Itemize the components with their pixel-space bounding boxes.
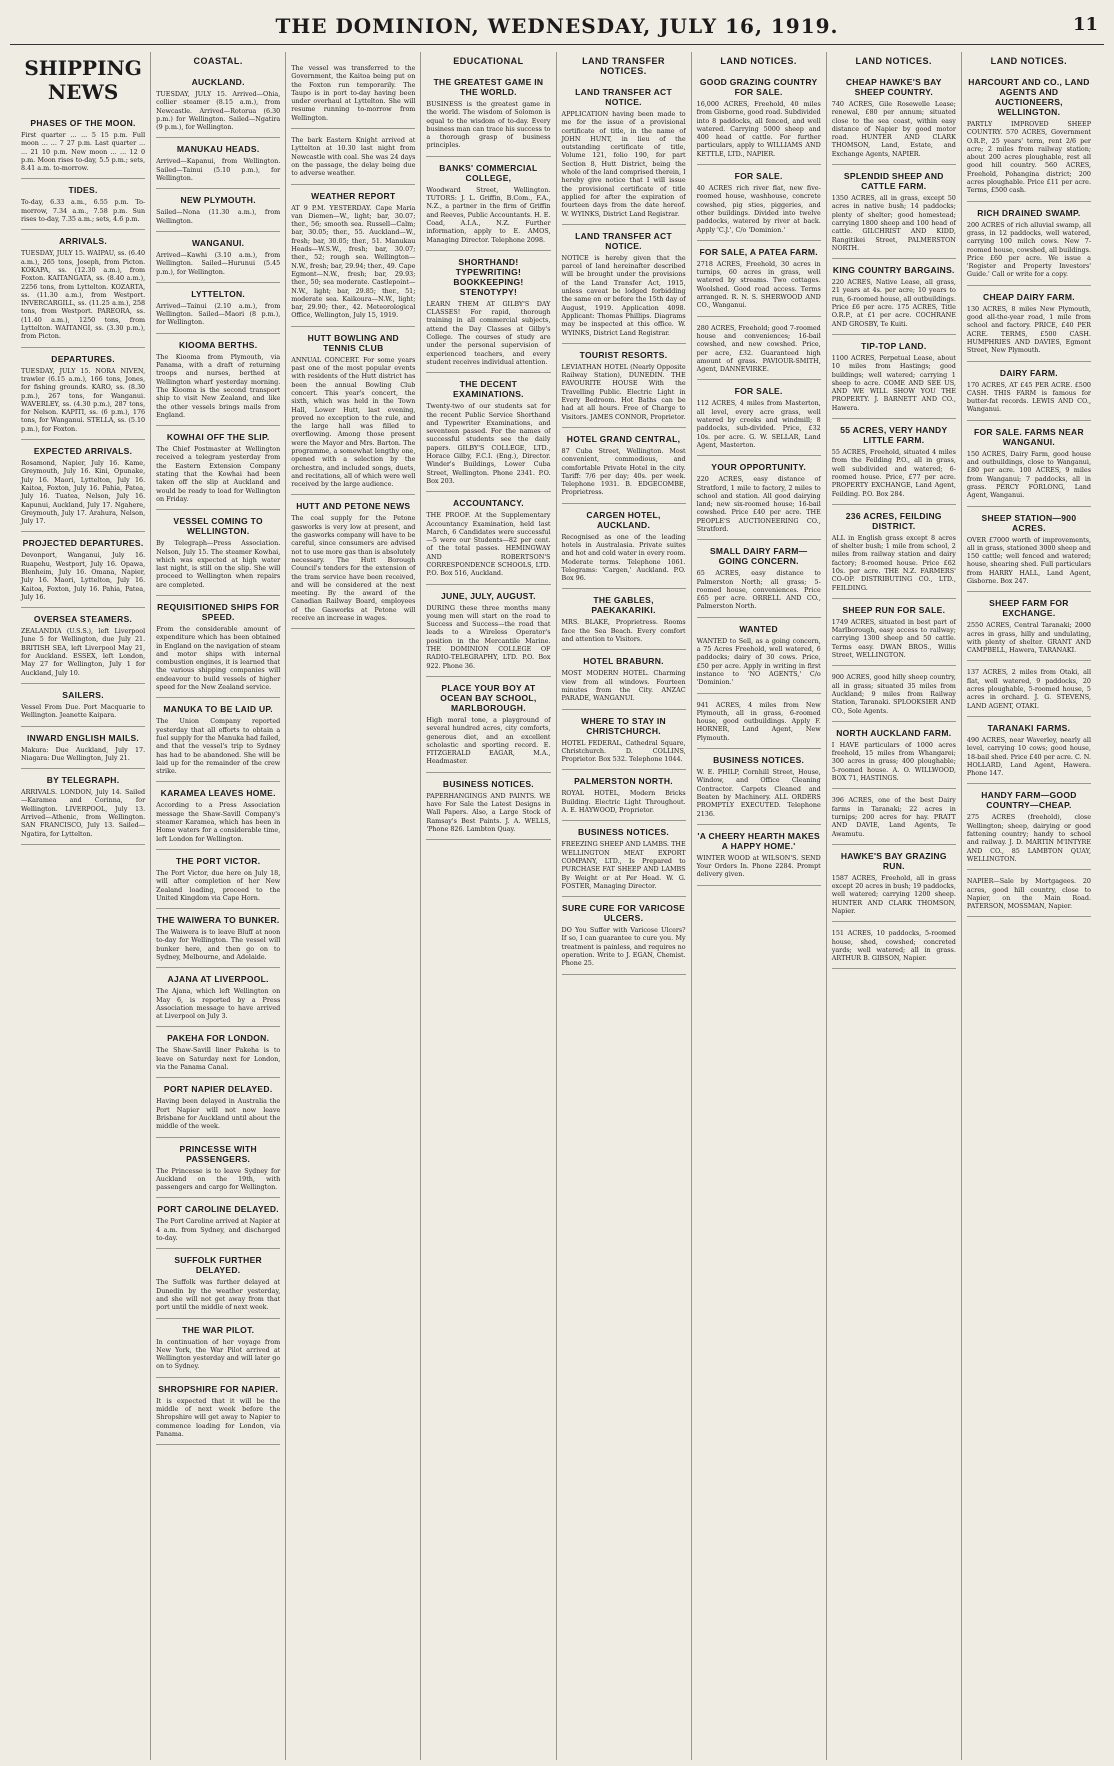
article-block <box>697 380 821 456</box>
article-block <box>156 909 280 968</box>
article-block <box>156 1078 280 1137</box>
block-text: Arrived—Kawhi (3.10 a.m.), from Wellington. Sailed—Hurunui (5.45 p.m.), for Wellington. <box>156 250 281 276</box>
column-header: LAND NOTICES. <box>990 56 1068 66</box>
block-heading: VESSEL COMING TO WELLINGTON. <box>173 516 263 537</box>
block-text: WANTED to Sell, as a going concern, a 75 Acres Freehold, well watered, 6 paddocks; dairy of 30 cows. Price, £50 per acre. Apply in writing in first instance to 'NO AGENTS,' C/o 'Dominion.' <box>696 636 821 687</box>
news-column <box>421 52 556 1760</box>
block-text: The Shaw-Savill liner Pakeha is to leave on Saturday next for London, via the Panama Canal. <box>156 1046 281 1072</box>
block-heading: EXPECTED ARRIVALS. <box>33 446 133 457</box>
block-text: 1350 ACRES, all in grass, except 50 acres in native bush; 14 paddocks; plenty of shelter; good homestead; carrying 1800 sheep and 100 head of cattle. GILCHRIST AND KIDD, Rangitikei Street, PALMERSTON NORTH. <box>831 194 956 252</box>
article-block <box>156 850 280 909</box>
article-block <box>291 495 415 629</box>
article-block <box>156 1198 280 1249</box>
article-block <box>426 157 550 251</box>
block-text: The Princesse is to leave Sydney for Auckland on the 19th, with passengers and cargo for Wellington. <box>156 1166 281 1192</box>
block-heading: BUSINESS NOTICES. <box>713 755 805 766</box>
block-text: LEARN THEM AT GILBY'S DAY CLASSES! For rapid, thorough training in all commercial subjects, attend the Day Classes at Gilby's College. The courses of study are under the personal supervision of experienced teachers, and every student receives individual attention. <box>426 299 551 366</box>
block-heading: NEW PLYMOUTH. <box>180 195 256 206</box>
block-text: 275 ACRES (freehold), close Wellington; sheep, dairying or good fattening country; handy to school and railway. J. D. MARTIN M'INTYRE AND CO., 85 LAMBTON QUAY, WELLINGTON. <box>966 813 1091 863</box>
block-heading: KING COUNTRY BARGAINS. <box>832 265 955 276</box>
block-text: The Port Caroline arrived at Napier at 4 a.m. from Sydney, and discharged to-day. <box>156 1217 281 1243</box>
article-block <box>697 165 821 241</box>
block-text: I HAVE particulars of 1000 acres freehold, 15 miles from Whangarei; 300 acres in grass; 400 ploughable; 5-roomed house. A. O. WILLWOOD, BOX 71, HASTINGS. <box>831 740 956 783</box>
article-block <box>291 327 415 496</box>
article-block <box>832 789 956 844</box>
article-block <box>832 71 956 165</box>
block-heading: THE GREATEST GAME IN THE WORLD. <box>433 77 544 97</box>
block-text: 220 ACRES, Native Lease, all grass, 21 years at 4s. per acre; 10 years to run, 6-roomed house, all outbuildings. Price £6 per acre. 175 ACRES, Title O.R.P., at £1 per acre. COCHRANE AND GROSBY, Te Kuiti. <box>831 278 956 328</box>
block-heading: MANUKAU HEADS. <box>176 144 260 155</box>
article-block <box>832 922 956 969</box>
block-heading: THE DECENT EXAMINATIONS. <box>453 379 524 400</box>
block-heading: WHERE TO STAY IN CHRISTCHURCH. <box>581 715 666 736</box>
block-text: 900 ACRES, good hilly sheep country, all in grass; situated 35 miles from Auckland; 9 miles from Railway Station, Taranaki. SPLOOKSIER AND CO., Sole Agents. <box>831 673 956 715</box>
columns-container <box>16 52 1096 1760</box>
block-heading: HOTEL BRABURN. <box>583 656 664 667</box>
block-text: 2718 ACRES, Freehold, 30 acres in turnips, 60 acres in grass, well watered by streams. Two cottages. Woolshed. Good road access. Terms arranged. R. N. S. SHERWOOD AND CO., Wanganui. <box>696 259 821 310</box>
article-block <box>156 968 280 1027</box>
block-text: The bark Eastern Knight arrived at Lyttelton at 10.30 last night from Newcastle with coal. She was 24 days on the passage, the delay being due to adverse weather. <box>291 136 416 178</box>
block-text: 16,000 ACRES, Freehold, 40 miles from Gisborne, good road. Subdivided into 8 paddocks, all fenced, and well watered. Carrying 5000 sheep and 400 head of cattle. For further particulars, apply to WILLIAMS AND KETTLE, LTD., NAPIER. <box>696 100 821 158</box>
article-block <box>562 81 686 225</box>
block-text: 40 ACRES rich river flat, new five-roomed house, washhouse, concrete cowshed, pig sties, piggeries, and other buildings. Divided into twelve paddocks, watered by river at back. Apply 'C.J.', C/o 'Dominion.' <box>696 184 821 234</box>
block-heading: PORT NAPIER DELAYED. <box>163 1084 273 1095</box>
block-text: THE PROOF. At the Supplementary Accountancy Examination, held last March, 6 Candidates were successful—5 were our Students—82 per cent. of the total passes. HEMINGWAY AND ROBERTSON'S CORRESPONDENCE SCHOOLS, LTD. P.O. Box 516, Auckland. <box>426 511 551 578</box>
block-text: The Kiooma from Plymouth, via Panama, with a draft of returning troops and nurses, berthed at Wellington wharf yesterday morning. The Kiooma is the second transport ship to visit New Zealand, and like the other vessels brings mails from England. <box>156 352 281 419</box>
block-heading: SHEEP RUN FOR SALE. <box>842 604 946 615</box>
article-block <box>156 1138 280 1199</box>
block-heading: LYTTELTON. <box>191 288 246 299</box>
block-heading: WANGANUI. <box>192 237 245 248</box>
block-heading: FOR SALE, A PATEA FARM. <box>699 246 818 257</box>
block-heading: OVERSEA STEAMERS. <box>33 614 133 625</box>
article-block <box>832 845 956 922</box>
block-heading: HOTEL GRAND CENTRAL, <box>566 433 681 444</box>
article-block <box>156 283 280 334</box>
article-block <box>21 112 145 179</box>
block-text: Devonport, Wanganui, July 16. Ruapehu, Westport, July 16. Opawa, Blenheim, July 16. Omana, Napier, July 16. Maori, Lyttelton, July 16. Kaitoa, Foxton, July 16. Pahia, Patea, July 16. <box>21 551 146 601</box>
block-heading: HARCOURT AND CO., LAND AGENTS AND AUCTIONEERS, WELLINGTON. <box>968 77 1090 117</box>
article-block <box>562 225 686 344</box>
block-heading: SMALL DAIRY FARM—GOING CONCERN. <box>709 546 808 567</box>
article-block <box>21 440 145 532</box>
article-block <box>967 507 1091 593</box>
block-heading: ARRIVALS. <box>59 236 107 247</box>
block-text: Twenty-two of our students sat for the recent Public Service Shorthand and Typewriter Examinations, and seventeen passed. For the names of successful students see the daily papers. GILBY'S COLLEGE, LTD., Horace Gilby, F.C.I. (Eng.), Director. Winder's Buildings, Lower Cuba Street, Wellington. Phone 2341. P.O. Box 203. <box>426 402 551 485</box>
block-text: AT 9 P.M. YESTERDAY. Cape Maria van Diemen—W., light; bar, 30.07; ther., 56; smooth sea. Russell—Calm; bar, 30.05; ther., 55. Auckland—W., fresh; bar, 30.05; ther., 51. Manukau Heads—W.S.W., fresh; bar, 30.07; ther., 52; rough sea. Wellington—N.W., fresh; bar, 29.94; ther., 49. Cape Egmont—N.W., fresh; bar, 29.93; ther., 50; sea moderate. Castlepoint—N.W., light; bar, 29.85; ther., 51; moderate sea. Kaikoura—N.W., light; bar, 29.90; ther., 42. Meteorological Office, Wellington, July 15, 1919. <box>291 203 416 320</box>
block-text: APPLICATION having been made to me for the issue of a provisional certificate of title, in the name of JOHN HUNT, in lieu of the outstanding certificate of title, Volume 121, folio 190, for part Section 8, Hutt District, being the whole of the land comprised therein, I hereby give notice that I will issue the provisional certificate of title applied for after the expiration of fourteen days from the date hereof. W. WYINKS, District Land Registrar. <box>561 110 686 218</box>
column-header: COASTAL. <box>193 56 243 66</box>
article-block <box>832 419 956 505</box>
block-text: 396 ACRES, one of the best Dairy farms in Taranaki; 22 acres in turnips; 200 acres for hay. PRATT AND DAVIE, Land Agents, Te Awamutu. <box>831 796 956 838</box>
block-text: 200 ACRES of rich alluvial swamp, all grass, in 12 paddocks, well watered, carrying 100 milch cows. New 7-roomed house, cowshed, all buildings. Price £60 per acre. We issue a 'Register and Property Investors' Guide.' Call or write for a copy. <box>966 220 1091 279</box>
block-heading: 236 ACRES, FEILDING DISTRICT. <box>845 510 942 531</box>
article-block <box>21 532 145 608</box>
page-number: 11 <box>1072 14 1098 35</box>
article-block <box>697 317 821 381</box>
article-block <box>562 428 686 504</box>
block-text: It is expected that it will be the middle of next week before the Shropshire will get away to Napier to commence loading for London, via Panama. <box>156 1396 281 1438</box>
block-text: The Port Victor, due here on July 18, will after completion of her New Zealand loading, proceed to the United Kingdom via Cape Horn. <box>156 868 281 902</box>
block-text: 87 Cuba Street, Wellington. Most convenient, commodious, and comfortable Private Hotel in the city. Tariff: 7/6 per day; 40s. per week. Telephone 1931. B. EDGECOMBE, Proprietress. <box>561 446 686 497</box>
article-block <box>21 684 145 727</box>
block-text: The Suffolk was further delayed at Dunedin by the weather yesterday, and she will not get away from that port until the middle of next week. <box>156 1278 281 1312</box>
block-text: Woodward Street, Wellington. TUTORS: J. L. Griffin, B.Com., F.A., N.Z., a partner in the firm of Griffin and Reeves, Public Accountants. H. E. Coad, A.I.A., N.Z. Further information, apply to E. AMOS, Managing Director. Telephone 2098. <box>426 185 551 244</box>
block-heading: THE WAR PILOT. <box>182 1324 255 1335</box>
block-heading: 55 ACRES, VERY HANDY LITTLE FARM. <box>840 425 948 446</box>
article-block <box>697 618 821 694</box>
article-block <box>291 185 415 327</box>
article-block <box>426 773 550 840</box>
block-text: The Ajana, which left Wellington on May 6, is reported by a Press Association message to have arrived at Liverpool on July 3. <box>156 987 281 1021</box>
article-block <box>967 286 1091 362</box>
block-heading: DEPARTURES. <box>51 353 115 364</box>
block-heading: TIDES. <box>68 185 98 196</box>
article-block <box>291 129 415 184</box>
block-text: Arrived—Kapanui, from Wellington. Sailed—Tainui (5.10 p.m.), for Wellington. <box>156 157 281 183</box>
block-heading: FOR SALE. FARMS NEAR WANGANUI. <box>973 426 1084 447</box>
article-block <box>832 599 956 666</box>
block-text: MOST MODERN HOTEL. Charming view from all windows. Fourteen minutes from the City. ANZAC PARADE, WANGANUI. <box>561 669 686 703</box>
article-block <box>967 717 1091 784</box>
article-block <box>832 666 956 721</box>
article-block <box>967 202 1091 286</box>
block-heading: AJANA AT LIVERPOOL. <box>167 974 269 985</box>
news-column <box>286 52 421 1760</box>
article-block <box>967 71 1091 202</box>
article-block <box>562 504 686 590</box>
article-block <box>562 344 686 428</box>
article-block <box>156 138 280 189</box>
block-text: 137 ACRES, 2 miles from Otaki, all flat, well watered, 9 paddocks, 20 acres ploughable, 5-roomed house, 5 acres in orchard. J. G. STEVENS, LAND AGENT, OTAKI. <box>966 668 1091 710</box>
block-heading: CARGEN HOTEL, AUCKLAND. <box>586 509 661 530</box>
block-text: LEVIATHAN HOTEL (Nearly Opposite Railway Station), DUNEDIN. THE FAVOURITE HOUSE With the Travelling Public. Electric Light in Every Bedroom. Hot Baths can be had at all hours. Free of Charge to Visitors. JAMES CONNOR, Proprietor. <box>561 362 686 421</box>
block-heading: SAILERS. <box>62 689 104 700</box>
block-text: According to a Press Association message the Shaw-Savill Company's steamer Karamea, which has been in Home waters for a considerable time, left London for Wellington. <box>156 801 281 843</box>
block-heading: BY TELEGRAPH. <box>46 775 120 786</box>
block-heading: BUSINESS NOTICES. <box>442 778 534 789</box>
block-text: The coal supply for the Petone gasworks is very low at present, and the gasworks company will have to be careful, since consumers are advised not to use more gas than is absolutely necessary. The Hutt Borough Council's tenders for the extension of the tram service have been received, and will be considered at the next meeting. By the award of the Canadian Railway Board, employees of the Gasworks at Petone will receive an increase in wages. <box>291 514 416 623</box>
article-block <box>562 821 686 897</box>
article-block <box>426 492 550 584</box>
block-heading: NORTH AUCKLAND FARM. <box>836 727 952 738</box>
article-block <box>697 71 821 165</box>
block-text: From the considerable amount of expenditure which has been obtained in England on the navigation of steam and motor ships with internal combustion engines, it is learned that the various shipping companies will endeavour to build vessels of higher speed for the New Zealand service. <box>156 624 281 692</box>
column-header: LAND NOTICES. <box>720 56 797 66</box>
block-text: PARTLY IMPROVED SHEEP COUNTRY. 570 ACRES, Government O.R.P., 25 years' term, rent 2/6 per acre; 2 miles from railway station; about 200 acres ploughable, rest all good hill country. 560 ACRES, Freehold, Pohangina district; 200 acres ploughable. Price £11 per acre. Terms, £500 cash. <box>966 120 1091 195</box>
block-text: W. E. PHILP, Cornhill Street, House, Window, and Office Cleaning Contractor. Carpets Cleaned and Beaten by Machinery. ALL ORDERS PROMPTLY EXECUTED. Telephone 2136. <box>696 768 821 818</box>
block-heading: SUFFOLK FURTHER DELAYED. <box>174 1255 262 1276</box>
article-block <box>832 259 956 335</box>
block-heading: PRINCESSE WITH PASSENGERS. <box>179 1143 257 1164</box>
block-text: 1587 ACRES, Freehold, all in grass except 20 acres in bush; 19 paddocks, well watered; carrying 1200 sheep. HUNTER AND CLARK THOMSON, Napier. <box>831 873 956 915</box>
block-text: 740 ACRES, Gile Rosewelle Lease; renewal, £80 per annum; situated close to the sea coast, within easy distance of Napier by good motor road. HUNTER AND CLARK THOMSON, Land, Estate, and Exchange Agents, NAPIER. <box>831 100 956 158</box>
article-block <box>156 1249 280 1318</box>
article-block <box>967 421 1091 507</box>
article-block <box>426 373 550 492</box>
article-block <box>156 596 280 698</box>
article-block <box>967 661 1091 716</box>
block-heading: PALMERSTON NORTH. <box>574 776 673 787</box>
article-block <box>426 677 550 773</box>
block-heading: CHEAP DAIRY FARM. <box>983 291 1075 302</box>
article-block <box>967 784 1091 870</box>
block-heading: SHORTHAND! TYPEWRITING! BOOKKEEPING! STENOTYPY! <box>453 256 524 297</box>
block-heading: SPLENDID SHEEP AND CATTLE FARM. <box>843 171 944 192</box>
block-heading: SHEEP FARM FOR EXCHANGE. <box>989 598 1069 619</box>
article-block <box>562 770 686 821</box>
article-block <box>21 179 145 230</box>
block-heading: TOURIST RESORTS. <box>579 349 668 360</box>
block-heading: GOOD GRAZING COUNTRY FOR SALE. <box>699 77 818 97</box>
block-text: The Union Company reported yesterday that all efforts to obtain a fuel supply for the Manuka had failed, and that the vessel's trip to Sydney has had to be abandoned. She will be laid up for the remainder of the crew strike. <box>156 717 281 776</box>
block-heading: WANTED <box>739 623 778 634</box>
article-block <box>697 694 821 749</box>
block-text: Arrived—Tainui (2.10 a.m.), from Wellington. Sailed—Maori (8 p.m.), for Wellington. <box>156 301 281 327</box>
block-heading: REQUISITIONED SHIPS FOR SPEED. <box>157 601 280 622</box>
block-text: MRS. BLAKE, Proprietress. Rooms face the Sea Beach. Every comfort and attention to Visitors. <box>561 618 686 644</box>
block-heading: THE GABLES, PAEKAKARIKI. <box>591 595 656 616</box>
block-heading: PORT CAROLINE DELAYED. <box>157 1204 279 1215</box>
block-heading: KARAMEA LEAVES HOME. <box>160 788 276 799</box>
block-heading: PHASES OF THE MOON. <box>30 118 136 128</box>
article-block <box>21 727 145 770</box>
block-text: The Chief Postmaster at Wellington received a telegram yesterday from the Eastern Extension Company stating that the Kowhai had been taken off the slip at Auckland and would be ready to load for Wellington on Friday. <box>156 445 281 503</box>
article-block <box>562 650 686 709</box>
block-text: 112 ACRES, 4 miles from Masterton, all level, every acre grass, well watered by creeks and windmill; 8 paddocks, sub-divided. Price, £32 10s. per acre. G. W. SELLAR, Land Agent, Masterton. <box>696 399 821 449</box>
block-text: TUESDAY, JULY 15. NORA NIVEN, trawler (6.15 a.m.), 166 tons, Jones, for fishing grounds. KARO, ss. (8.30 p.m.), 267 tons, for Wanganui. WAVERLEY, ss. (4.30 p.m.), 287 tons, for Nelson. KAPITI, ss. (6 p.m.), 176 tons, for Wanganui. STELLA, ss. (5.10 p.m.), for Foxton. <box>21 366 146 433</box>
article-block <box>156 71 280 138</box>
article-block <box>562 589 686 650</box>
column-header: LAND TRANSFER NOTICES. <box>582 56 666 76</box>
article-block <box>562 710 686 771</box>
newspaper-title: THE DOMINION, WEDNESDAY, JULY 16, 1919. <box>275 14 839 38</box>
article-block <box>967 592 1091 661</box>
block-heading: FOR SALE. <box>734 171 783 182</box>
block-text: ALL in English grass except 8 acres of shelter bush; 1 mile from school, 2 miles from railway station and dairy factory; 8-roomed house. Price £62 10s. per acre. THE N.Z. FARMERS' CO-OP. DISTRIBUTING CO., LTD., FEILDING. <box>831 533 956 592</box>
news-column <box>827 52 962 1760</box>
block-text: The vessel was transferred to the Government, the Kaitoa being put on the Foxton run temporarily. The Taupo is in port to-day having been under overhaul at Lyttelton. She will resume running to-morrow from Wellington. <box>291 64 416 122</box>
article-block <box>967 362 1091 421</box>
block-heading: JUNE, JULY, AUGUST. <box>441 590 536 601</box>
article-block <box>156 782 280 849</box>
article-block <box>156 510 280 596</box>
block-text: DURING these three months many young men will start on the road to Success and Success—the road that leads to a Wireless Operator's position in the Mercantile Marine. THE DOMINION COLLEGE OF RADIO-TELEGRAPHY, LTD. P.O. Box 922. Phone 36. <box>426 603 551 670</box>
block-text: WINTER WOOD at WILSON'S. SEND Your Orders In. Phone 2284. Prompt delivery given. <box>696 853 821 879</box>
article-block <box>156 1027 280 1078</box>
block-text: 170 ACRES, AT £45 PER ACRE. £500 CASH. THIS FARM is famous for butter-fat records. LEWIS AND CO., Wanganui. <box>966 380 1091 414</box>
article-block <box>426 71 550 157</box>
block-text: Vessel From Due. Port Macquarie to Wellington. Jeanette Kaipara. <box>21 702 146 720</box>
article-block <box>832 505 956 599</box>
article-block <box>697 241 821 317</box>
block-heading: PROJECTED DEPARTURES. <box>22 538 144 549</box>
block-heading: THE WAIWERA TO BUNKER. <box>156 915 280 926</box>
block-heading: ACCOUNTANCY. <box>452 498 524 509</box>
block-text: 941 ACRES, 4 miles from New Plymouth, all in grass, 6-roomed house, good outbuildings. Apply F. HORNER, Land Agent, New Plymouth. <box>696 700 821 742</box>
block-text: 2550 ACRES, Central Taranaki; 2000 acres in grass, hilly and undulating, with plenty of shelter. GRANT AND CAMPBELL, Hawera, TARANAKI. <box>966 621 1091 655</box>
block-heading: PLACE YOUR BOY AT OCEAN BAY SCHOOL, MARLBOROUGH. <box>440 682 537 713</box>
block-heading: FOR SALE. <box>734 386 783 397</box>
article-block <box>562 897 686 974</box>
news-column <box>692 52 827 1760</box>
block-text: Recognised as one of the leading hotels in Australasia. Private suites and hot and cold water in every room. Moderate terms. Telephone 1061. Telegrams: 'Cargen,' Auckland. P.O. Box 96. <box>561 532 686 583</box>
block-text: First quarter ... ... 5 15 p.m. Full moon ... ... 7 27 p.m. Last quarter ... ... 21 10 p.m. New moon ... ... 12 0 p.m. Moon rises to-day, 5.5 p.m.; sets, 8.41 a.m. to-morrow. <box>21 131 146 173</box>
block-text: 1100 ACRES, Perpetual Lease, about 10 miles from Hastings; good buildings; well watered; carrying 1 sheep to acre. COME AND SEE US, AND WE WILL SHOW YOU THE PROPERTY. J. BARNETT AND CO., Hawera. <box>831 353 956 412</box>
block-text: PAPERHANGINGS AND PAINTS. WE have For Sale the Latest Designs in Wall Papers. Also, a Large Stock of Ramsay's Best Paints. J. A. WELLS, 'Phone 826. Lambton Quay. <box>426 791 551 833</box>
block-heading: SHEEP STATION—900 ACRES. <box>981 512 1077 533</box>
block-text: In continuation of her voyage from New York, the War Pilot arrived at Wellington yesterday and will later go on to Sydney. <box>156 1337 281 1371</box>
block-heading: RICH DRAINED SWAMP. <box>977 207 1081 218</box>
block-heading: YOUR OPPORTUNITY. <box>711 462 807 473</box>
block-heading: KIOOMA BERTHS. <box>178 339 258 350</box>
block-heading: LAND TRANSFER ACT NOTICE. <box>575 87 672 107</box>
article-block <box>697 749 821 825</box>
block-text: NAPIER—Sale by Mortgagees. 20 acres, good hill country, close to Napier, on the Main Road. PATERSON, MOSSMAN, Napier. <box>966 877 1091 911</box>
block-text: DO You Suffer with Varicose Ulcers? If so, I can guarantee to cure you. My treatment is painless, and requires no operation. Write to J. EGAN, Chemist. Phone 25. <box>561 926 686 968</box>
block-heading: CHEAP HAWKE'S BAY SHEEP COUNTRY. <box>845 77 942 97</box>
article-block <box>21 608 145 684</box>
news-column <box>151 52 286 1760</box>
block-text: Sailed—Nona (11.30 a.m.), from Wellington. <box>156 208 281 225</box>
article-block <box>426 251 550 373</box>
block-text: 280 ACRES, Freehold; good 7-roomed house and conveniences; 16-bail cowshed, and new cowshed. Price, per acre, £32. Guaranteed high amount of grass. PAVIOUR-SMITH, Agent, DANNEVIRKE. <box>696 323 821 374</box>
block-heading: THE PORT VICTOR. <box>175 855 261 866</box>
article-block <box>21 769 145 845</box>
block-heading: DAIRY FARM. <box>999 367 1058 378</box>
block-text: ZEALANDIA (U.S.S.), left Liverpool June 5 for Wellington, due July 21. BRITISH SEA, left Liverpool May 21, for Auckland. ESSEX, left London, May 27 for Wellington, July 1 for Auckland, July 10. <box>21 627 146 677</box>
article-block <box>156 232 280 283</box>
block-heading: BUSINESS NOTICES. <box>578 827 670 838</box>
article-block <box>697 825 821 886</box>
column-header: SHIPPING NEWS <box>24 56 142 104</box>
block-heading: HAWKE'S BAY GRAZING RUN. <box>840 850 947 871</box>
block-text: NOTICE is hereby given that the parcel of land hereinafter described will be brought under the provisions of the Land Transfer Act, 1915, unless caveat be lodged forbidding the same on or before the 15th day of August, 1919. Application 4098. Applicant: Thomas Phillips. Diagrams may be inspected at this office. W. WYINKS, District Land Registrar. <box>561 253 686 337</box>
block-text: By Telegraph—Press Association. Nelson, July 15. The steamer Kowhai, which was expected at high water last night, is still on the slip. She will proceed to Wellington when repairs are completed. <box>156 539 281 589</box>
article-block <box>697 456 821 540</box>
article-block <box>156 189 280 232</box>
block-text: TUESDAY, JULY 15. WAIPAU, ss. (6.40 a.m.), 265 tons, Joseph, from Picton. KOKAPA, ss. (12.30 a.m.), from Foxton. KAITANGATA, ss. (8.40 a.m.), 2256 tons, from Lyttelton. KOZARTA, ss. (11.30 a.m.), from Westport. INVERCARGILL, ss. (11.25 a.m.), 258 tons, from Westport. PAREORA, ss. (11.40 a.m.), 1250 tons, from Lyttelton. WAITANGI, ss. (3.30 p.m.), from Picton. <box>21 249 146 341</box>
article-block <box>832 335 956 419</box>
article-block <box>967 870 1091 917</box>
column-header: LAND NOTICES. <box>855 56 933 66</box>
block-text: ARRIVALS. LONDON, July 14. Sailed—Karamea and Corinna, for Wellington. LIVERPOOL, July 13. Arrived—Athenic, from Wellington. SAN FRANCISCO, July 13. Sailed—Ngatira, for Lyttelton. <box>21 788 146 838</box>
article-block <box>697 540 821 617</box>
block-heading: HANDY FARM—GOOD COUNTRY—CHEAP. <box>981 790 1077 811</box>
block-text: 55 ACRES, Freehold, situated 4 miles from the Feilding P.O., all in grass, well subdivided and watered; 6-roomed house. Price, £77 per acre. PROPERTY EXCHANGE, Land Agent, Feilding. P.O. Box 284. <box>831 448 956 498</box>
block-text: Having been delayed in Australia the Port Napier will not now leave Brisbane for Auckland until about the middle of the week. <box>156 1097 281 1131</box>
block-text: OVER £7000 worth of improvements, all in grass, stationed 3000 sheep and 150 cattle; well fenced and watered; house, shearing shed. Full particulars from HARRY HALL, Land Agent, Gisborne. Box 247. <box>966 535 1091 585</box>
article-block <box>832 165 956 259</box>
block-heading: 'A CHEERY HEARTH MAKES A HAPPY HOME.' <box>697 830 820 851</box>
article-block <box>156 426 280 510</box>
block-heading: WEATHER REPORT <box>311 190 396 201</box>
article-block <box>426 585 550 677</box>
block-text: 65 ACRES, easy distance to Palmerston North; all grass; 5-roomed house, conveniences. Price £65 per acre. ORRELL AND CO., Palmerston North. <box>696 569 821 611</box>
news-column <box>962 52 1096 1760</box>
block-heading: BANKS' COMMERCIAL COLLEGE, <box>439 162 538 183</box>
block-text: 490 ACRES, near Waverley, nearly all level, carrying 10 cows; good house, 18-bail shed. Price £40 per acre. C. N. HOLLARD, Land Agent, Hawera. Phone 147. <box>966 735 1091 778</box>
news-column <box>16 52 151 1760</box>
block-text: To-day, 6.33 a.m., 6.55 p.m. To-morrow, 7.34 a.m., 7.58 p.m. Sun rises to-day, 7.35 a.m.; sets, 4.6 p.m. <box>21 198 146 224</box>
block-heading: MANUKA TO BE LAID UP. <box>163 704 273 715</box>
masthead <box>10 4 1104 45</box>
block-text: 130 ACRES, 8 miles New Plymouth, good all-the-year road, 1 mile from school and factory. PRICE, £40 PER ACRE. TERMS, £500 CASH. HUMPHRIES AND DAVIES, Egmont Street, New Plymouth. <box>966 304 1091 355</box>
block-heading: SHROPSHIRE FOR NAPIER. <box>158 1383 279 1394</box>
block-text: Rosamond, Napier, July 16. Kame, Greymouth, July 16. Kini, Opunake, July 16. Maori, Lyttelton, July 16. Kaitoa, Foxton, July 16. Pahia, Patea, July 16. Tuatea, Nelson, July 16. Kapunui, Auckland, July 17. Ngahere, Greymouth, July 17. Arahura, Nelson, July 17. <box>21 459 146 526</box>
block-text: 151 ACRES, 10 paddocks, 5-roomed house, shed, cowshed; concreted yards; well watered; all in grass. ARTHUR B. GIBSON, Napier. <box>831 929 956 963</box>
article-block <box>156 698 280 782</box>
article-block <box>156 334 280 426</box>
block-heading: SURE CURE FOR VARICOSE ULCERS. <box>562 903 686 924</box>
article-block <box>156 1378 280 1445</box>
block-heading: LAND TRANSFER ACT NOTICE. <box>575 230 672 251</box>
block-heading: TARANAKI FARMS. <box>987 722 1071 733</box>
block-text: BUSINESS is the greatest game in the world. The wisdom of Solomon is equal to the wisdom of to-day. Every business man can trace his success to a thorough grasp of business principles. <box>426 100 551 150</box>
column-header: EDUCATIONAL <box>453 56 524 66</box>
block-text: FREEZING SHEEP AND LAMBS. THE WELLINGTON MEAT EXPORT COMPANY, LTD., Is Prepared to PURCHASE FAT SHEEP AND LAMBS By Weight or at Per Head. W. G. FOSTER, Managing Director. <box>561 840 686 890</box>
block-heading: PAKEHA FOR LONDON. <box>167 1033 270 1044</box>
news-column <box>557 52 692 1760</box>
block-text: The Waiwera is to leave Bluff at noon to-day for Wellington. The vessel will bunker here, and then go on to Sydney, Melbourne, and Adelaide. <box>156 928 281 961</box>
block-text: High moral tone, a playground of several hundred acres, city comforts, generous diet, and an excellent scholastic and sporting record. E. FITZGERALD EAGAR, M.A., Headmaster. <box>426 715 551 766</box>
block-heading: KOWHAI OFF THE SLIP. <box>166 432 270 443</box>
article-block <box>21 230 145 347</box>
block-heading: INWARD ENGLISH MAILS. <box>27 732 140 743</box>
block-heading: TIP-TOP LAND. <box>861 340 927 351</box>
block-text: ANNUAL CONCERT. For some years past one of the most popular events with residents of the Hutt district has been the annual Bowling Club concert. This year's concert, the sixth, which was held in the Town Hall, Lower Hutt, last evening, proved no exception to the rule, and the large hall was filled to overflowing. Among those present were the Mayor and Mrs. Barton. The programme, a somewhat lengthy one, opened with a selection by the orchestra, and included songs, duets, and recitations, all of which were well received by the large audience. <box>291 355 416 489</box>
block-text: 1749 ACRES, situated in best part of Marlborough, easy access to railway; carrying 1300 sheep and 50 cattle. Terms easy. DWAN BROS., Willis Street, WELLINGTON. <box>831 617 956 660</box>
article-block <box>156 1319 280 1378</box>
block-text: HOTEL FEDERAL, Cathedral Square, Christchurch. D. COLLINS, Proprietor. Box 532. Telephone 1044. <box>561 738 686 764</box>
block-text: Makura: Due Auckland, July 17. Niagara: Due Wellington, July 21. <box>21 745 146 762</box>
block-text: TUESDAY, JULY 15. Arrived—Ohia, collier steamer (8.15 a.m.), from Newcastle. Arrived—Rotorua (6.30 p.m.) for Wellington. Sailed—Ngatira (9 p.m.), for Wellington. <box>156 90 281 132</box>
block-text: 150 ACRES, Dairy Farm, good house and outbuildings, close to Wanganui, £80 per acre. 100 ACRES, 9 miles from Wanganui; 7 paddocks, all in grass. PERCY FORLONG, Land Agent, Wanganui. <box>966 449 1091 500</box>
block-heading: HUTT BOWLING AND TENNIS CLUB <box>307 332 399 353</box>
article-block <box>832 722 956 789</box>
block-text: 220 ACRES, easy distance of Stratford, 1 mile to factory, 2 miles to school and station. All good dairying land; new six-roomed house; 16-bail cowshed. Price £40 per acre. THE PEOPLE'S AUCTIONEERING CO., Stratford. <box>696 475 821 533</box>
block-heading: AUCKLAND. <box>191 77 245 87</box>
article-block <box>21 348 145 440</box>
block-heading: HUTT AND PETONE NEWS <box>296 501 411 512</box>
block-text: ROYAL HOTEL, Modern Bricks Building. Electric Light Throughout. A. E. HAYWOOD, Proprietor. <box>561 789 686 815</box>
article-block <box>291 57 415 129</box>
